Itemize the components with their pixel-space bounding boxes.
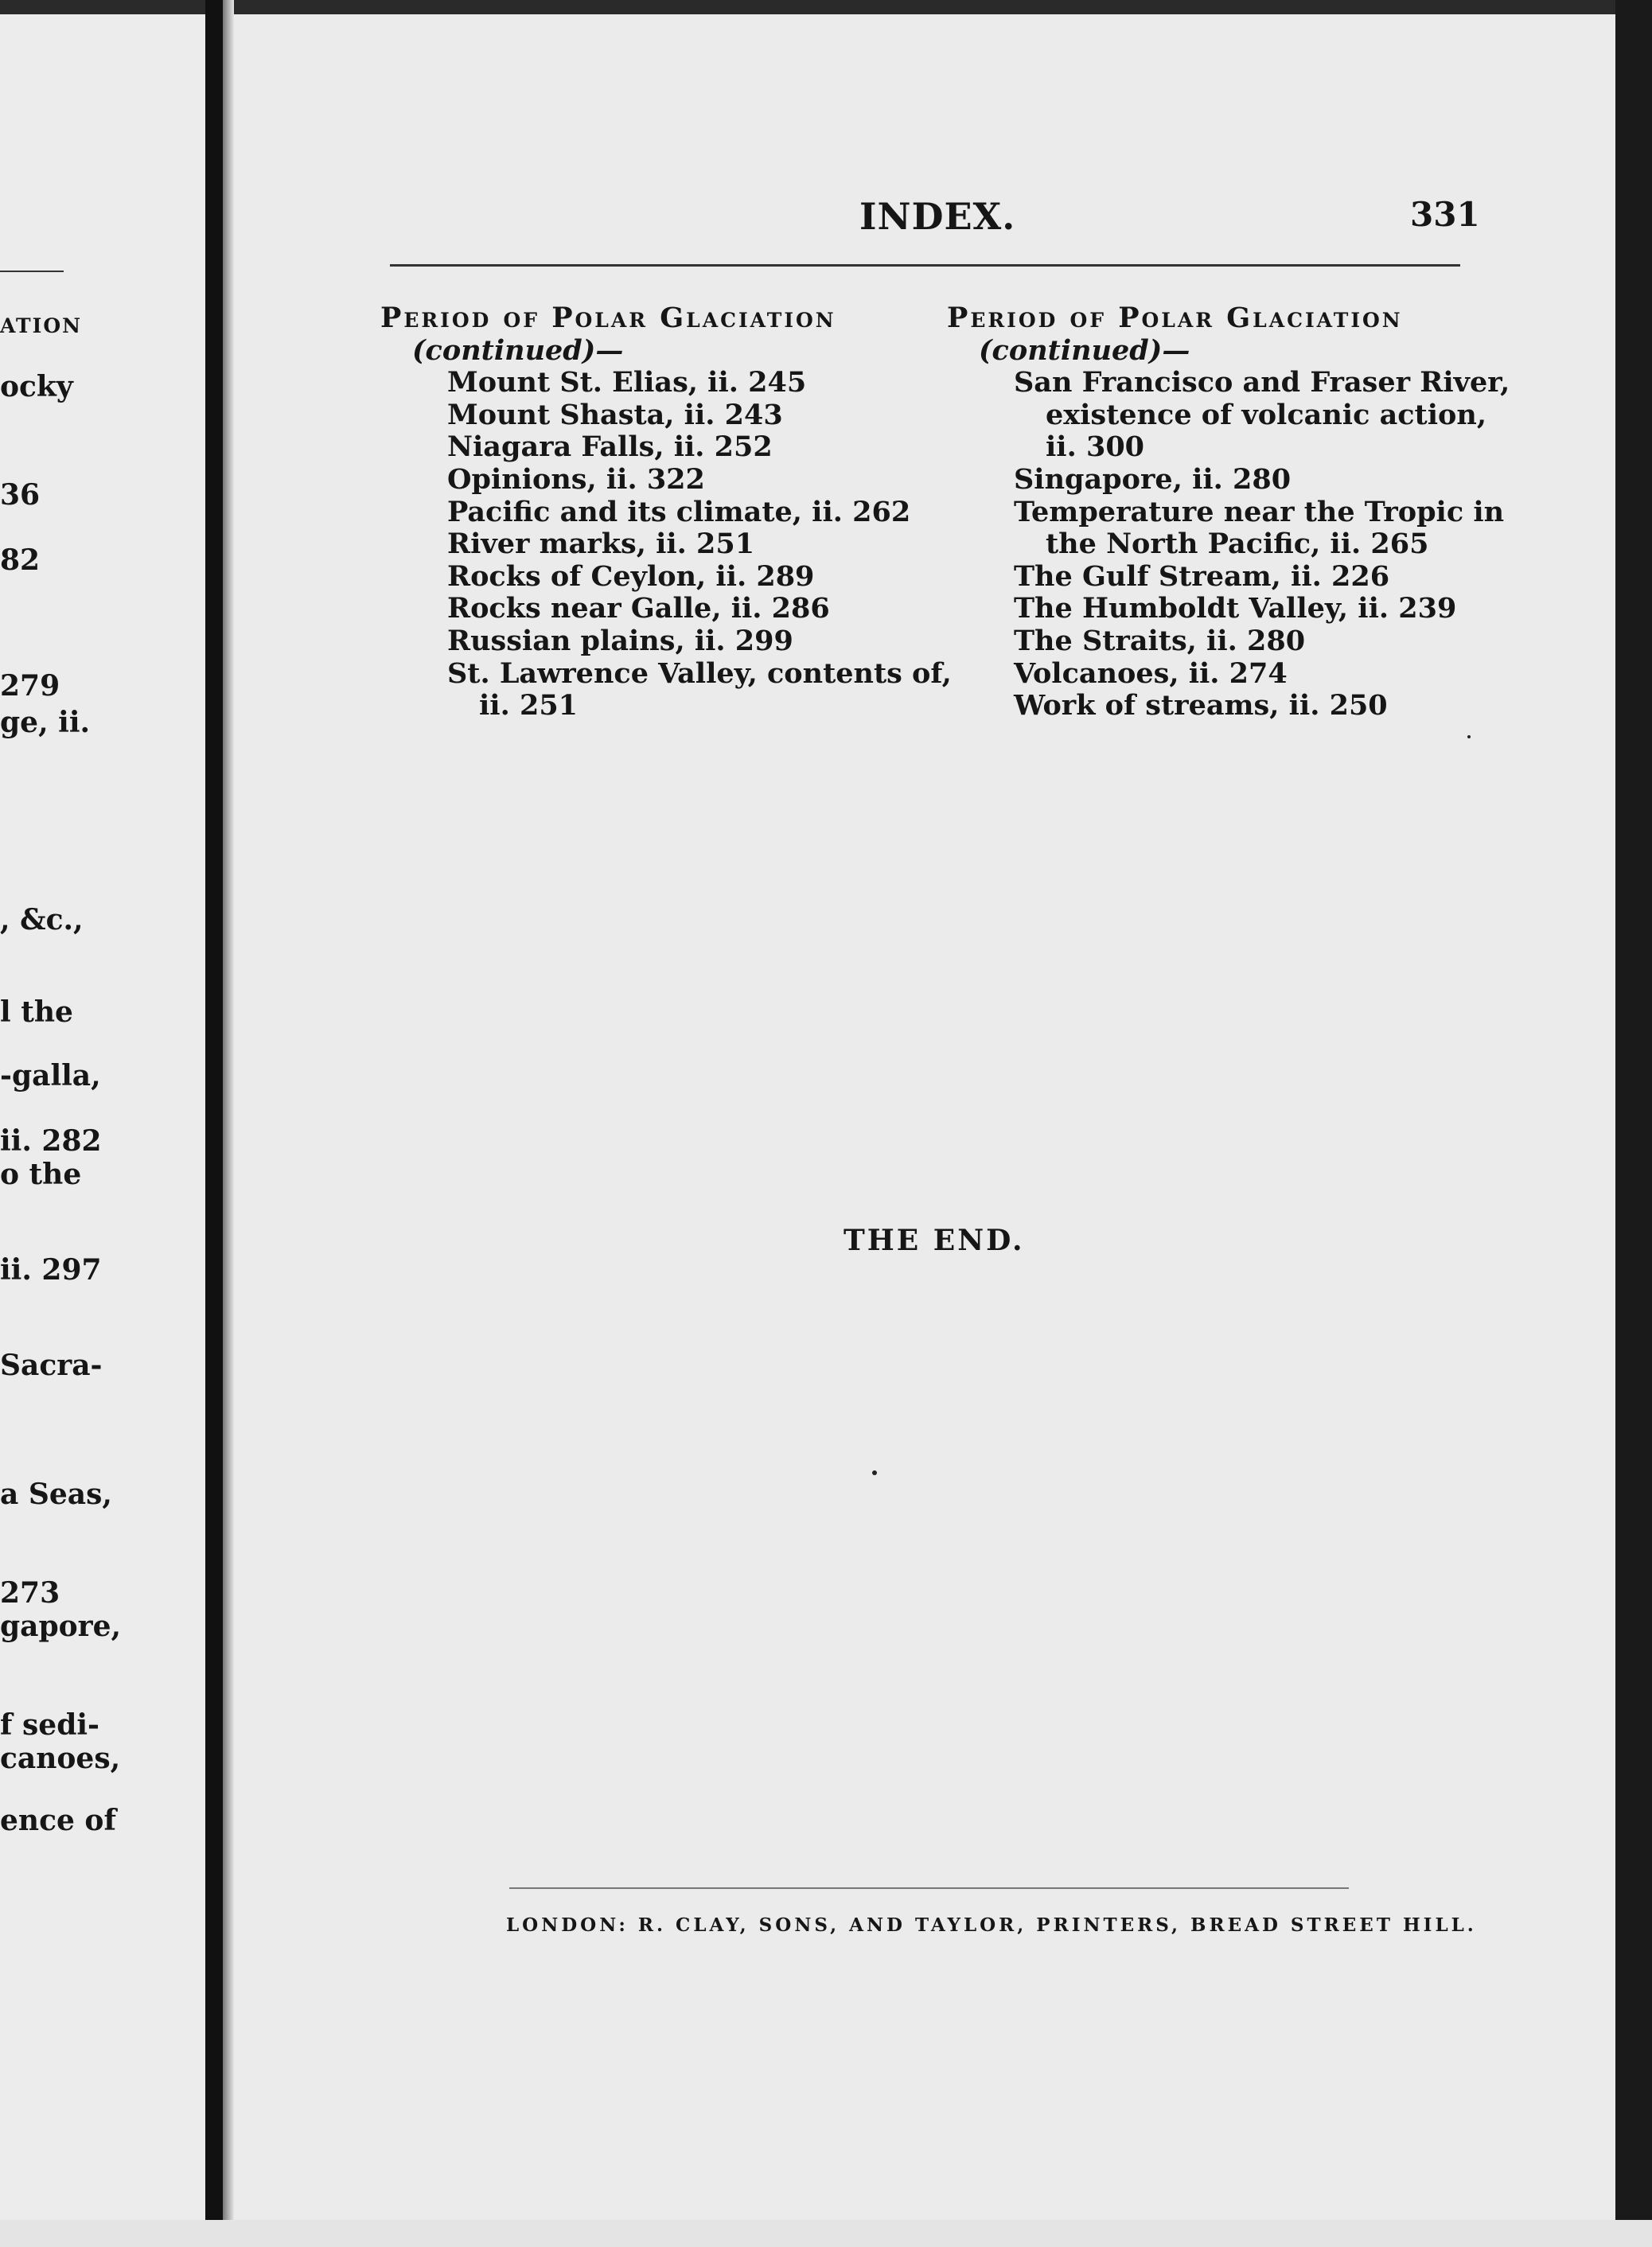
index-entry: Singapore, ii. 280 — [1014, 462, 1292, 496]
facing-fragment: 279 — [0, 669, 60, 703]
ink-speck — [872, 1470, 877, 1475]
the-end: THE END. — [844, 1224, 1025, 1257]
header-rule — [390, 264, 1460, 267]
index-entry: River marks, ii. 251 — [447, 528, 755, 561]
index-entry: Volcanoes, ii. 274 — [1014, 656, 1288, 690]
facing-fragment: f sedi- — [0, 1708, 99, 1742]
index-entry: Opinions, ii. 322 — [447, 462, 705, 496]
index-entry: Work of streams, ii. 250 — [1014, 689, 1388, 722]
index-column-right — [947, 302, 1510, 722]
facing-fragment: a Seas, — [0, 1478, 112, 1511]
index-entry: The Gulf Stream, ii. 226 — [1014, 559, 1390, 593]
facing-fragment: canoes, — [0, 1742, 121, 1775]
index-entry-continuation: ii. 300 — [1046, 430, 1145, 464]
facing-fragment: ge, ii. — [0, 706, 91, 739]
continued-label: (continued)— — [412, 333, 624, 367]
index-heading: Period of Polar Glaciation — [947, 302, 1403, 334]
scan-border-bottom — [0, 2220, 1652, 2247]
index-entry: The Straits, ii. 280 — [1014, 624, 1306, 657]
facing-fragment: ence of — [0, 1804, 116, 1837]
facing-fragment: ation — [0, 306, 82, 340]
printer-imprint: LONDON: R. CLAY, SONS, AND TAYLOR, PRINTERS, BREAD STREET HILL. — [506, 1914, 1477, 1936]
facing-fragment: -galla, — [0, 1059, 101, 1092]
facing-page — [0, 14, 205, 2220]
index-entry: The Humboldt Valley, ii. 239 — [1014, 592, 1457, 625]
index-entry: Rocks near Galle, ii. 286 — [447, 592, 830, 625]
index-entry: Pacific and its climate, ii. 262 — [447, 495, 911, 528]
index-entry: Rocks of Ceylon, ii. 289 — [447, 559, 815, 593]
facing-fragment: ii. 282 — [0, 1124, 102, 1158]
facing-fragment: , &c., — [0, 903, 84, 937]
facing-fragment: ii. 297 — [0, 1253, 102, 1287]
footer-rule — [509, 1887, 1349, 1889]
book-gutter — [205, 0, 223, 2220]
index-entry: Mount St. Elias, ii. 245 — [447, 366, 807, 399]
facing-fragment: ocky — [0, 370, 73, 403]
facing-fragment: Sacra- — [0, 1349, 103, 1382]
facing-page-rule — [0, 271, 64, 272]
index-entry-continuation: ii. 251 — [479, 689, 579, 722]
facing-fragment: l the — [0, 995, 73, 1029]
index-column-left — [380, 302, 952, 722]
ink-speck — [1467, 735, 1471, 738]
page-number: 331 — [1410, 195, 1480, 234]
index-entry: Temperature near the Tropic in — [1014, 495, 1505, 528]
scan-border-top — [0, 0, 1652, 14]
facing-fragment: 82 — [0, 543, 41, 577]
continued-label: (continued)— — [979, 333, 1190, 367]
index-entry-continuation: the North Pacific, ii. 265 — [1046, 528, 1429, 561]
index-entry: Russian plains, ii. 299 — [447, 624, 793, 657]
index-heading: Period of Polar Glaciation — [380, 302, 836, 334]
index-entry-continuation: existence of volcanic action, — [1046, 398, 1487, 431]
index-entry: San Francisco and Fraser River, — [1014, 366, 1510, 399]
running-head: INDEX. — [859, 195, 1016, 238]
facing-fragment: 36 — [0, 478, 41, 512]
scan-border-right — [1615, 0, 1652, 2220]
gutter-shadow — [223, 0, 234, 2220]
index-entry: Mount Shasta, ii. 243 — [447, 398, 783, 431]
index-entry: Niagara Falls, ii. 252 — [447, 430, 773, 464]
facing-fragment: gapore, — [0, 1610, 122, 1643]
index-entry: St. Lawrence Valley, contents of, — [447, 656, 952, 690]
facing-fragment: o the — [0, 1158, 82, 1191]
facing-fragment: 273 — [0, 1576, 60, 1610]
